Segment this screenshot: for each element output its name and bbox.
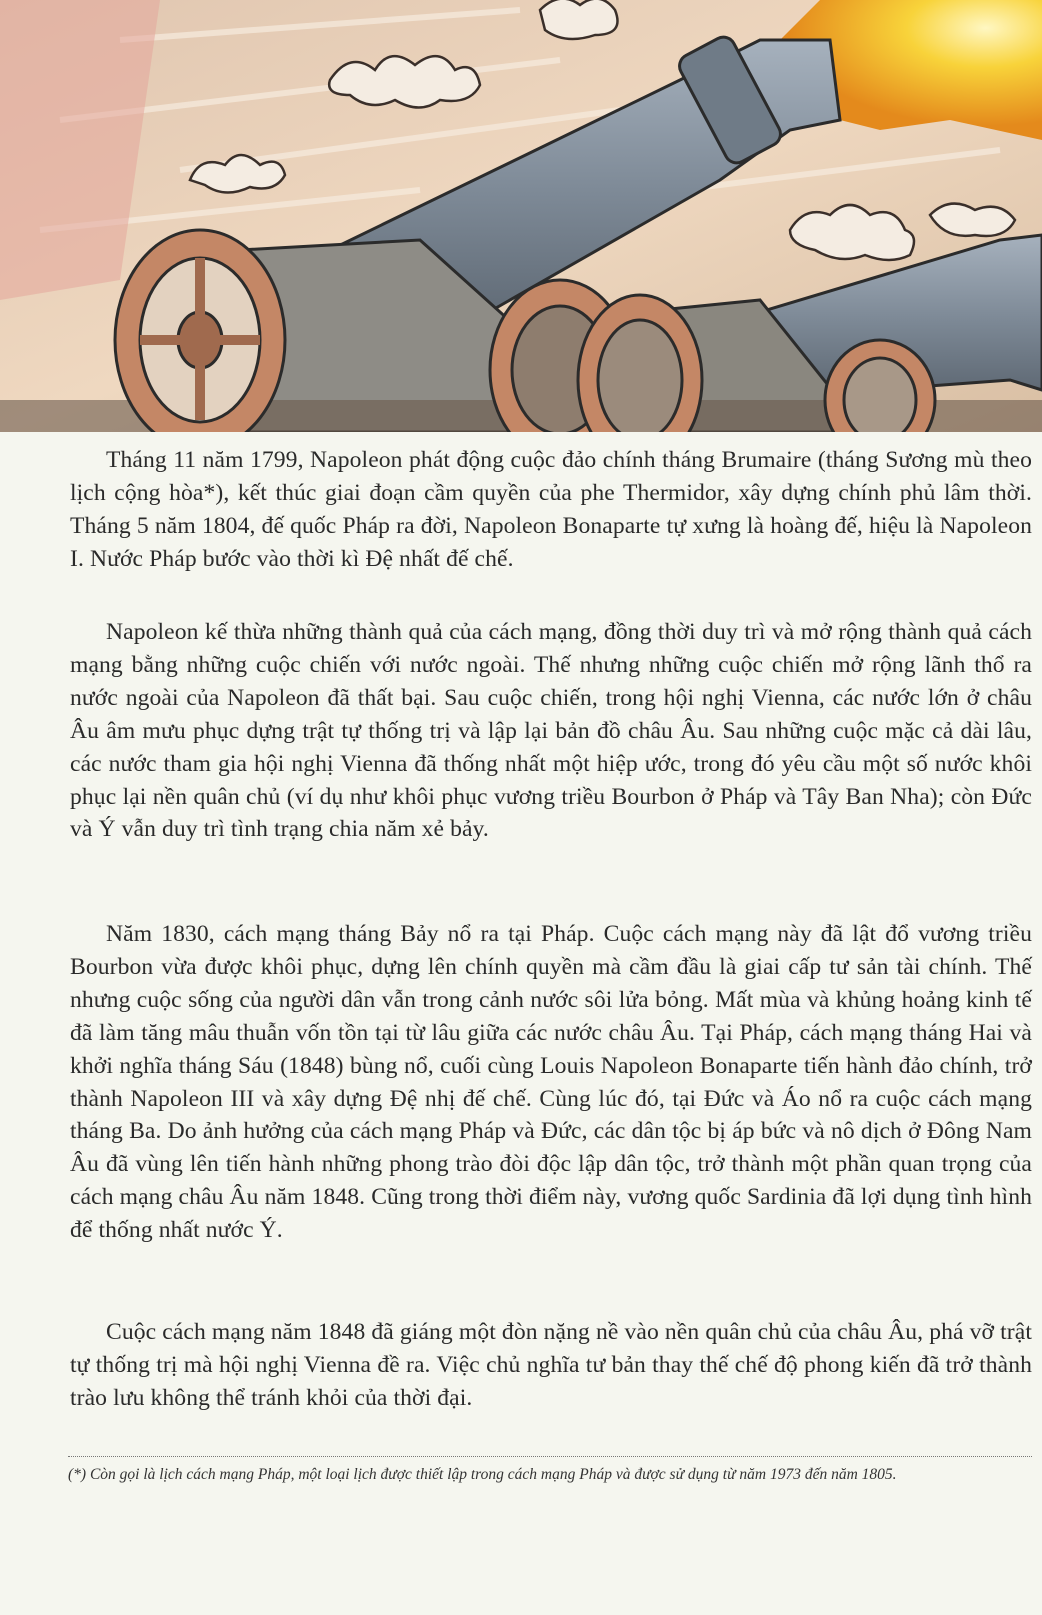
cannon-battle-illustration xyxy=(0,0,1042,432)
footnote-separator xyxy=(68,1456,1032,1457)
article-body xyxy=(0,432,1042,1615)
cannon-illustration-svg xyxy=(0,0,1042,432)
paragraph-2: Napoleon kế thừa những thành quả của cách mạng, đồng thời duy trì và mở rộng thành quả cách mạng bằng những cuộc chiến với nước ngoài. Thế nhưng những cuộc chiến mở rộng lãnh thổ ra nước ngoài của Napoleon đã thất bại. Sau cuộc chiến, trong hội nghị Vienna, các nước lớn ở châu Âu âm mưu phục dựng trật tự thống trị và lập lại bản đồ châu Âu. Sau những cuộc mặc cả dài lâu, các nước tham gia hội nghị Vienna đã thống nhất một hiệp ước, trong đó yêu cầu một số nước khôi phục lại nền quân chủ (ví dụ như khôi phục vương triều Bourbon ở Pháp và Tây Ban Nha); còn Đức và Ý vẫn duy trì tình trạng chia năm xẻ bảy. xyxy=(70,619,1032,843)
paragraph-1: Tháng 11 năm 1799, Napoleon phát động cuộc đảo chính tháng Brumaire (tháng Sương mù theo lịch cộng hòa*), kết thúc giai đoạn cầm quyền của phe Thermidor, xây dựng chính phủ lâm thời. Tháng 5 năm 1804, đế quốc Pháp ra đời, Napoleon Bonaparte tự xưng là hoàng đế, hiệu là Napoleon I. Nước Pháp bước vào thời kì Đệ nhất đế chế. xyxy=(70,447,1032,572)
paragraph-4: Cuộc cách mạng năm 1848 đã giáng một đòn nặng nề vào nền quân chủ của châu Âu, phá vỡ trật tự thống trị mà hội nghị Vienna đề ra. Việc chủ nghĩa tư bản thay thế chế độ phong kiến đã trở thành trào lưu không thể tránh khỏi của thời đại. xyxy=(70,1319,1032,1411)
footnote: (*) Còn gọi là lịch cách mạng Pháp, một loại lịch được thiết lập trong cách mạng Pháp và được sử dụng từ năm 1973 đến năm 1805. xyxy=(68,1466,897,1483)
paragraph-3: Năm 1830, cách mạng tháng Bảy nổ ra tại Pháp. Cuộc cách mạng này đã lật đổ vương triều Bourbon vừa được khôi phục, dựng lên chính quyền mà cầm đầu là giai cấp tư sản tài chính. Thế nhưng cuộc sống của người dân vẫn trong cảnh nước sôi lửa bỏng. Mất mùa và khủng hoảng kinh tế đã làm tăng mâu thuẫn vốn tồn tại từ lâu giữa các nước châu Âu. Tại Pháp, cách mạng tháng Hai và khởi nghĩa tháng Sáu (1848) bùng nổ, cuối cùng Louis Napoleon Bonaparte tiến hành đảo chính, trở thành Napoleon III và xây dựng Đệ nhị đế chế. Cùng lúc đó, tại Đức và Áo nổ ra cuộc cách mạng tháng Ba. Do ảnh hưởng của cách mạng Pháp và Đức, các dân tộc bị áp bức và nô dịch ở Đông Nam Âu đã vùng lên tiến hành những phong trào đòi độc lập dân tộc, trở thành một phần quan trọng của cách mạng châu Âu năm 1848. Cũng trong thời điểm này, vương quốc Sardinia đã lợi dụng tình hình để thống nhất nước Ý. xyxy=(70,921,1032,1244)
